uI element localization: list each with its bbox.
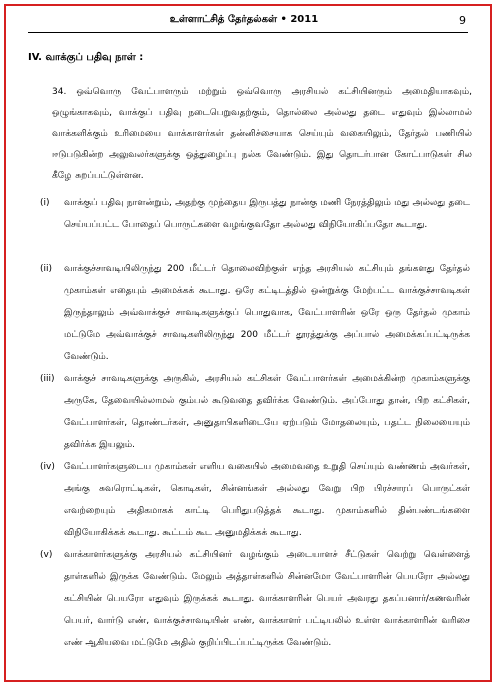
item-number: (iv) (40, 462, 55, 472)
item-number: (v) (40, 550, 53, 560)
item-number: (i) (40, 198, 50, 208)
item-text: வாக்குச்சாவடியிலிருந்து 200 மீட்டர் தொலைவிற்குள் எந்த அரசியல் கட்சியும் தங்களது தேர்தல் முகாம்கள் எதையும் அமைக்கக் கூடாது. ஒரே கட்டிடத்தில் ஒன்றுக்கு மேற்பட்ட வாக்குச்சாவடிகள் இருந்தாலும் அவ்வாக்குச் சாவடிகளுக்குப் பொதுவாக, வேட்பாளரின் ஒரே ஒரு தேர்தல் முகாம் மட்டுமே அவ்வாக்குச் சாவடிகளிலிருந்து 200 மீட்டர் தூரத்துக்கு அப்பால் அமைக்கப்பட்டிருக்க வேண்டும். (64, 264, 470, 362)
item-number: (iii) (40, 374, 55, 384)
page-number: 9 (459, 14, 466, 27)
header-title: உள்ளாட்சித் தேர்தல்கள் • 2011 (169, 14, 319, 25)
header-rule (28, 32, 468, 33)
intro-paragraph: 34. ஒவ்வொரு வேட்பாளரும் மற்றும் ஒவ்வொரு அரசியல் கட்சியினரும் அமைதியாகவும், ஒழுங்காகவும், வாக்குப் பதிவு நடைபெறுவதற்கும், தொல்லை அல்லது தடை எதுவும் இல்லாமல் வாக்களிக்கும் உரிமையை வாக்காளர்கள் தன்னிச்சையாக செய்யும் வகையிலும், தேர்தல் பணியில் ஈடுபடுகின்ற அலுவலர்களுக்கு ஒத்துழைப்பு நல்க வேண்டும். இது தொடர்பான கோட்பாடுகள் சில கீழே சுறப்பட்டுள்ளன. (52, 87, 472, 181)
running-header (24, 14, 464, 28)
item-number: (ii) (40, 264, 53, 274)
item-text: வேட்பாளர்களுடைய முகாம்கள் எளிய வகையில் அமைவதை உறுதி செய்யும் வண்ணம் அவர்கள், அங்கு சுவரொட்டிகள், கொடிகள், சின்னங்கள் அல்லது வேறு பிற பிரச்சாரப் பொருட்கள் எவற்றையும் அதிகமாகக் காட்டி பெரிதுபடுத்தக் கூடாது. முகாம்களில் தின்பண்டங்களை விநியோகிக்கக் கூடாது. கூட்டம் கூட அனுமதிக்கக் கூடாது. (64, 462, 470, 538)
item-text: வாக்காளர்களுக்கு அரசியல் கட்சியினர் வழங்கும் அடையாளச் சீட்டுகள் வெற்று வெள்ளைத் தாள்களில் இருக்க வேண்டும். மேலும் அத்தாள்களில் சின்னமோ வேட்பாளரின் பெயரோ அல்லது கட்சியின் பெயரோ எதுவும் இருக்கக் கூடாது. வாக்காளரின் பெயர் அவரது தகப்பனார்/கணவரின் பெயர், வார்டு எண், வாக்குச்சாவடியின் எண், வாக்காளர் பட்டியலில் உள்ள வாக்காளரின் வரிசை எண் ஆகியவை மட்டுமே அதில் குறிப்பிடப்பட்டிருக்க வேண்டும். (64, 550, 470, 648)
item-text: வாக்குப் பதிவு நாளன்றும், அதற்கு முந்தைய இருபத்து நான்கு மணி நேரத்திலும் மது அல்லது தடை செய்யப்பட்ட போதைப் பொருட்களை வழங்குவதோ அல்லது விநியோகிப்பதோ கூடாது. (64, 198, 470, 230)
item-text: வாக்குச் சாவடிகளுக்கு அருகில், அரசியல் கட்சிகள் வேட்பாளர்கள் அமைக்கின்ற முகாம்களுக்கு அருகே, தேவையில்லாமல் கும்பல் கூடுவதை தவிர்க்க வேண்டும். அப்போது தான், பிற கட்சிகள், வேட்பாளர்கள், தொண்டர்கள், அனுதாபிகளிடையே ஏற்படும் மோதலையும், பதட்ட நிலையையும் தவிர்க்க இயலும். (64, 374, 470, 450)
section-heading: IV. வாக்குப் பதிவு நாள் : (28, 52, 144, 63)
